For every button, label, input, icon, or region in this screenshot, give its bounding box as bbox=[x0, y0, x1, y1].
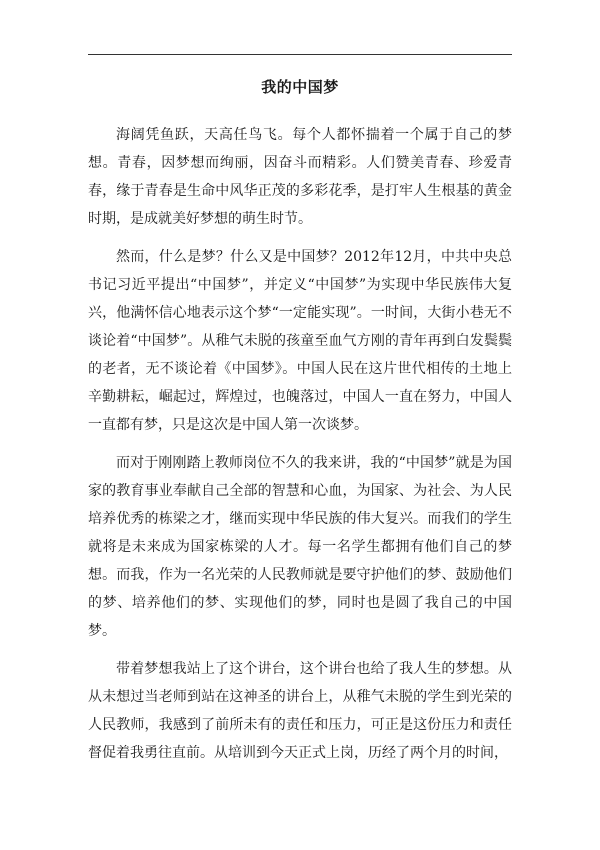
paragraph-3: 而对于刚刚踏上教师岗位不久的我来讲，我的“中国梦”就是为国家的教育事业奉献自己全部的智慧和心血，为国家、为社会、为人民培养优秀的栋梁之才，继而实现中华民族的伟大复兴。而我们的学生就将是未来成为国家栋梁的人才。每一名学生都拥有他们自己的梦想。而我，作为一名光荣的人民教师就是要守护他们的梦、鼓励他们的梦、培养他们的梦、实现他们的梦，同时也是圆了我自己的中国梦。 bbox=[88, 455, 512, 639]
document-title: 我的中国梦 bbox=[261, 78, 339, 96]
paragraph-4: 带着梦想我站上了这个讲台，这个讲台也给了我人生的梦想。从从未想过当老师到站在这神圣的讲台上，从稚气未脱的学生到光荣的人民教师，我感到了前所未有的责任和压力，可正是这份压力和责任督促着我勇往直前。从培训到今天正式上岗，历经了两个月的时间， bbox=[88, 661, 512, 761]
paragraph-2: 然而，什么是梦？什么又是中国梦？2012年12月，中共中央总书记习近平提出“中国梦”，并定义“中国梦”为实现中华民族伟大复兴，他满怀信心地表示这个梦“一定能实现”。一时间，大街小巷无不谈论着“中国梦”。从稚气未脱的孩童至血气方刚的青年再到白发鬓鬓的老者，无不谈论着《中国梦》。中国人民在这片世代相传的土地上辛勤耕耘，崛起过，辉煌过，也魄落过，中国人一直在努力，中国人一直都有梦，只是这次是中国人第一次谈梦。 bbox=[88, 249, 512, 433]
document-body bbox=[88, 121, 512, 777]
paragraph-1: 海阔凭鱼跃，天高任鸟飞。每个人都怀揣着一个属于自己的梦想。青春，因梦想而绚丽，因奋斗而精彩。人们赞美青春、珍爱青春，缘于青春是生命中风华正茂的多彩花季，是打牢人生根基的黄金时期，是成就美好梦想的萌生时节。 bbox=[88, 127, 512, 227]
header-rule bbox=[88, 54, 512, 55]
